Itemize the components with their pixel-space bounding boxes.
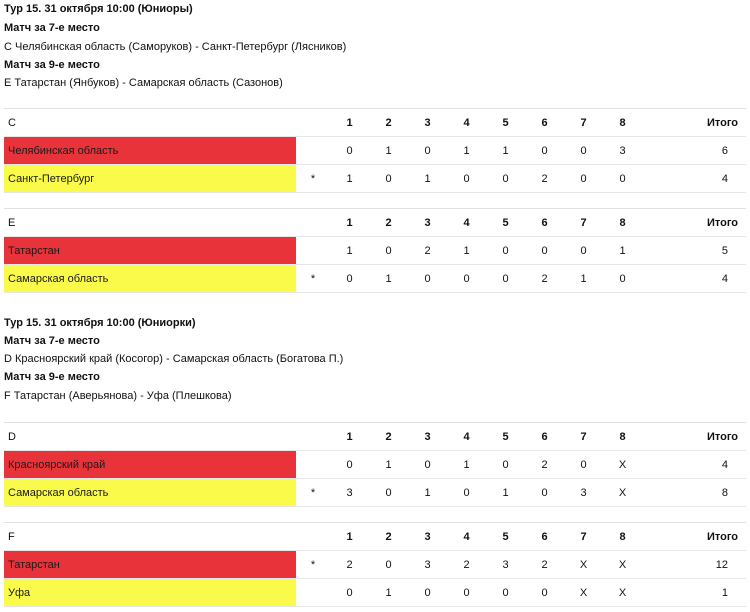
hammer-mark <box>296 137 330 165</box>
end-score: 1 <box>330 165 369 193</box>
end-score: 0 <box>486 237 525 265</box>
end-score: 1 <box>447 451 486 479</box>
end-score: 0 <box>330 579 369 607</box>
round-title: Тур 15. 31 октября 10:00 (Юниоры) <box>4 3 193 15</box>
end-score: 0 <box>564 137 603 165</box>
team-name: Самарская область <box>4 479 296 507</box>
end-number-header: 8 <box>603 109 642 137</box>
total-score: 4 <box>664 451 746 479</box>
end-score: 0 <box>369 237 408 265</box>
end-number-header: 6 <box>525 209 564 237</box>
end-score: X <box>564 551 603 579</box>
sheet-label: D <box>4 423 296 451</box>
hammer-header <box>296 423 330 451</box>
end-number-header: 2 <box>369 109 408 137</box>
end-number-header: 7 <box>564 209 603 237</box>
end-number-header: 3 <box>408 209 447 237</box>
hammer-mark: * <box>296 265 330 293</box>
end-score: 0 <box>330 451 369 479</box>
team-name: Татарстан <box>4 237 296 265</box>
total-score: 5 <box>664 237 746 265</box>
scoreboard-table <box>4 522 746 607</box>
spacer-cell <box>642 479 664 507</box>
end-score: 1 <box>603 237 642 265</box>
table-header-row <box>4 109 746 137</box>
team-row <box>4 137 746 165</box>
end-score: 3 <box>486 551 525 579</box>
end-score: 0 <box>564 165 603 193</box>
hammer-header <box>296 109 330 137</box>
end-number-header: 3 <box>408 523 447 551</box>
scoreboard-table <box>4 422 746 507</box>
spacer-cell <box>642 209 664 237</box>
total-score: 8 <box>664 479 746 507</box>
match-heading: Матч за 9-е место <box>4 59 100 71</box>
match-heading: Матч за 7-е место <box>4 22 100 34</box>
round-title: Тур 15. 31 октября 10:00 (Юниорки) <box>4 317 196 329</box>
end-score: 1 <box>369 265 408 293</box>
end-number-header: 7 <box>564 423 603 451</box>
end-score: 0 <box>486 451 525 479</box>
spacer-cell <box>642 165 664 193</box>
end-score: 1 <box>564 265 603 293</box>
hammer-mark <box>296 237 330 265</box>
end-number-header: 6 <box>525 523 564 551</box>
end-score: 0 <box>564 451 603 479</box>
end-number-header: 8 <box>603 209 642 237</box>
spacer-cell <box>642 265 664 293</box>
end-number-header: 5 <box>486 209 525 237</box>
end-score: 3 <box>330 479 369 507</box>
end-number-header: 3 <box>408 423 447 451</box>
spacer-cell <box>642 237 664 265</box>
team-name: Уфа <box>4 579 296 607</box>
table-header-row <box>4 209 746 237</box>
end-score: 0 <box>525 579 564 607</box>
end-score: 3 <box>564 479 603 507</box>
end-score: 2 <box>447 551 486 579</box>
end-score: 0 <box>525 137 564 165</box>
match-description: F Татарстан (Аверьянова) - Уфа (Плешкова) <box>4 390 232 402</box>
team-row <box>4 479 746 507</box>
team-name: Санкт-Петербург <box>4 165 296 193</box>
match-description: D Красноярский край (Косогор) - Самарская область (Богатова П.) <box>4 353 344 365</box>
match-heading: Матч за 9-е место <box>4 371 100 383</box>
end-score: 2 <box>525 551 564 579</box>
end-number-header: 1 <box>330 423 369 451</box>
end-score: 0 <box>330 265 369 293</box>
end-number-header: 8 <box>603 423 642 451</box>
total-score: 4 <box>664 265 746 293</box>
end-number-header: 2 <box>369 423 408 451</box>
end-number-header: 5 <box>486 423 525 451</box>
total-header: Итого <box>664 523 746 551</box>
end-score: 0 <box>486 165 525 193</box>
end-score: 1 <box>369 579 408 607</box>
end-score: 2 <box>525 265 564 293</box>
match-description: E Татарстан (Янбуков) - Самарская область (Сазонов) <box>4 77 283 89</box>
total-score: 1 <box>664 579 746 607</box>
sheet-label: C <box>4 109 296 137</box>
spacer-cell <box>642 451 664 479</box>
hammer-mark: * <box>296 165 330 193</box>
end-score: 0 <box>408 579 447 607</box>
end-score: 0 <box>447 265 486 293</box>
end-score: 0 <box>369 165 408 193</box>
spacer-cell <box>642 523 664 551</box>
end-number-header: 4 <box>447 423 486 451</box>
hammer-mark <box>296 579 330 607</box>
spacer-cell <box>642 423 664 451</box>
end-score: 0 <box>564 237 603 265</box>
team-row <box>4 265 746 293</box>
end-score: 0 <box>525 479 564 507</box>
end-score: 1 <box>447 237 486 265</box>
end-score: 0 <box>369 551 408 579</box>
total-header: Итого <box>664 209 746 237</box>
table-header-row <box>4 423 746 451</box>
end-number-header: 4 <box>447 109 486 137</box>
end-number-header: 2 <box>369 209 408 237</box>
end-score: 1 <box>408 165 447 193</box>
match-heading: Матч за 7-е место <box>4 335 100 347</box>
end-number-header: 4 <box>447 523 486 551</box>
end-number-header: 5 <box>486 523 525 551</box>
team-row <box>4 237 746 265</box>
sheet-label: F <box>4 523 296 551</box>
end-score: 0 <box>369 479 408 507</box>
end-score: 1 <box>486 479 525 507</box>
end-number-header: 1 <box>330 523 369 551</box>
end-score: 0 <box>603 165 642 193</box>
match-description: C Челябинская область (Саморуков) - Санкт-Петербург (Лясников) <box>4 41 347 53</box>
end-number-header: 2 <box>369 523 408 551</box>
end-number-header: 3 <box>408 109 447 137</box>
end-number-header: 1 <box>330 209 369 237</box>
end-score: 1 <box>369 451 408 479</box>
end-number-header: 6 <box>525 109 564 137</box>
team-row <box>4 579 746 607</box>
end-score: X <box>564 579 603 607</box>
team-row <box>4 165 746 193</box>
end-score: 1 <box>408 479 447 507</box>
team-name: Красноярский край <box>4 451 296 479</box>
end-score: 2 <box>525 451 564 479</box>
team-row <box>4 451 746 479</box>
end-score: 1 <box>369 137 408 165</box>
team-name: Самарская область <box>4 265 296 293</box>
spacer-cell <box>642 137 664 165</box>
scoreboard-table <box>4 108 746 193</box>
end-number-header: 4 <box>447 209 486 237</box>
total-score: 12 <box>664 551 746 579</box>
end-score: X <box>603 551 642 579</box>
team-row <box>4 551 746 579</box>
end-score: 1 <box>486 137 525 165</box>
spacer-cell <box>642 551 664 579</box>
end-score: X <box>603 451 642 479</box>
hammer-mark <box>296 451 330 479</box>
end-score: 0 <box>330 137 369 165</box>
table-header-row <box>4 523 746 551</box>
sheet-label: E <box>4 209 296 237</box>
total-header: Итого <box>664 109 746 137</box>
end-score: 0 <box>408 137 447 165</box>
spacer-cell <box>642 579 664 607</box>
end-score: 2 <box>330 551 369 579</box>
end-score: 2 <box>408 237 447 265</box>
hammer-mark: * <box>296 551 330 579</box>
end-score: 0 <box>447 165 486 193</box>
team-name: Татарстан <box>4 551 296 579</box>
end-score: 0 <box>525 237 564 265</box>
total-score: 4 <box>664 165 746 193</box>
end-number-header: 1 <box>330 109 369 137</box>
end-score: 0 <box>408 265 447 293</box>
hammer-header <box>296 523 330 551</box>
end-score: X <box>603 579 642 607</box>
total-score: 6 <box>664 137 746 165</box>
end-number-header: 8 <box>603 523 642 551</box>
hammer-mark: * <box>296 479 330 507</box>
end-score: 1 <box>330 237 369 265</box>
end-score: 0 <box>447 479 486 507</box>
end-score: 0 <box>486 579 525 607</box>
end-number-header: 7 <box>564 109 603 137</box>
end-score: 0 <box>603 265 642 293</box>
hammer-header <box>296 209 330 237</box>
end-score: 1 <box>447 137 486 165</box>
end-score: 0 <box>447 579 486 607</box>
end-number-header: 7 <box>564 523 603 551</box>
end-score: 0 <box>408 451 447 479</box>
end-number-header: 6 <box>525 423 564 451</box>
end-number-header: 5 <box>486 109 525 137</box>
end-score: 0 <box>486 265 525 293</box>
scoreboard-table <box>4 208 746 293</box>
team-name: Челябинская область <box>4 137 296 165</box>
total-header: Итого <box>664 423 746 451</box>
end-score: 3 <box>408 551 447 579</box>
end-score: 2 <box>525 165 564 193</box>
end-score: X <box>603 479 642 507</box>
spacer-cell <box>642 109 664 137</box>
end-score: 3 <box>603 137 642 165</box>
